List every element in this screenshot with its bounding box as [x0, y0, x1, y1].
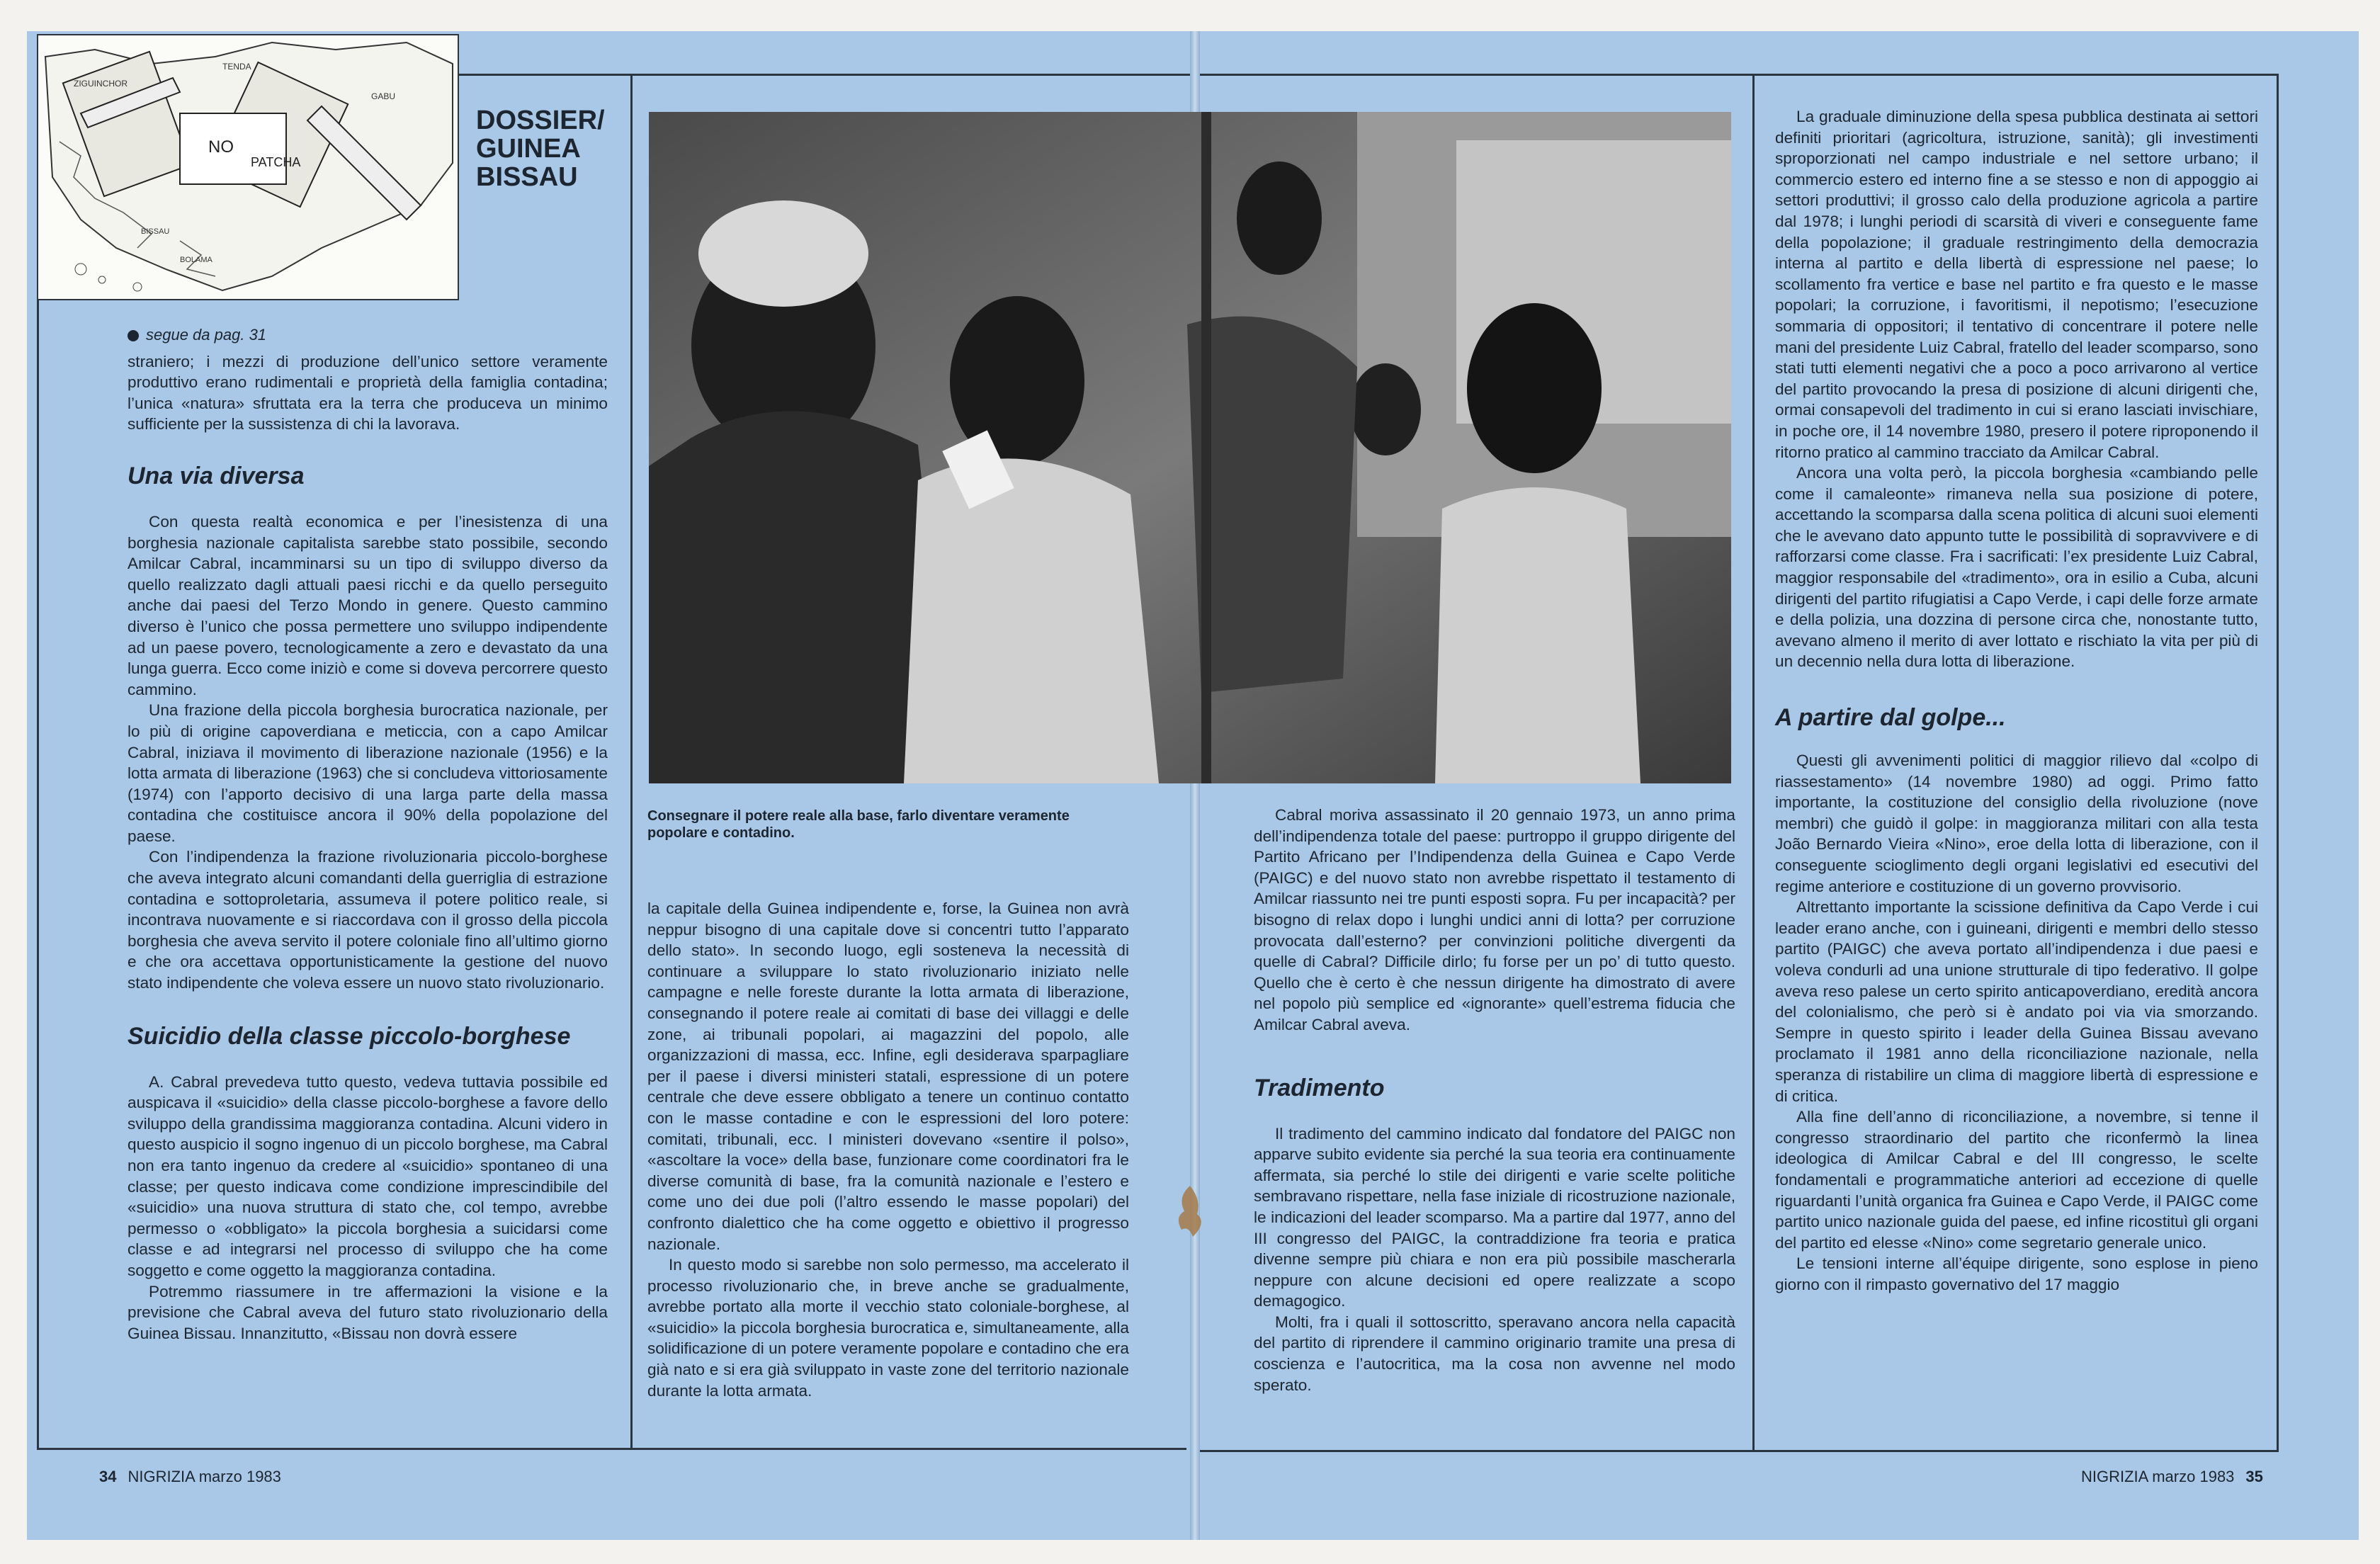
col4-para-2: Ancora una volta però, la piccola borghesia «cambiando pelle come il camaleonte» rimaneva nella sua posizione di potere, accettando la scomparsa dalla scena politica di alcuni suoi elementi che le avevano dato appunto tutte le possibilità di sopravvivere e di rafforzarsi come classe. Fra i sacrificati: l’ex presidente Luiz Cabral, maggior responsabile del «tradimento», ora in esilio a Cuba, alcuni dirigenti del partito rifugiatisi a Capo Verde, i capi delle forze armate e della polizia, una dozzina di persone circa che, nonostante tutto, avevano almeno il merito di aver lottato e rischiato la vita per più di un decennio nella dura lotta di liberazione. — [1775, 464, 2258, 671]
col1-para-1: Con questa realtà economica e per l’inesistenza di una borghesia nazionale capitalista sarebbe stato possibile, secondo Amilcar Cabral, incamminarsi su un tipo di sviluppo diverso da quello realizzato dagli attuali paesi ricchi e da quello perseguito anche dai paesi del Terzo Mondo in genere. Questo cammino diverso è l’unico che possa permettere uno sviluppo indipendente ad un paese povero, tecnologicamente a zero e devastato da una lunga guerra. Ecco come iniziò e come si doveva percorrere questo cammino. — [128, 512, 608, 698]
magazine-name-right: NIGRIZIA marzo 1983 — [2081, 1468, 2235, 1485]
title-line-3: BISSAU — [476, 162, 578, 192]
map-label-bolama: BOLAMA — [180, 256, 212, 264]
magazine-name-left: NIGRIZIA marzo 1983 — [128, 1468, 281, 1485]
footer-left — [99, 1468, 281, 1486]
col1-para-2: Una frazione della piccola borghesia burocratica nazionale, per lo più di origine capoverdiana e meticcia, con a capo Amilcar Cabral, iniziava il movimento di liberazione nazionale (1956) e la lotta armata di liberazione (1963) che si concludeva vittoriosamente (1974) con l’apporto decisivo di una larga parte della massa contadina che costituisce ancora il 90% della popolazione del paese. — [128, 701, 608, 845]
right-column-rule — [1752, 74, 1755, 1450]
map-sign-text-2: PATCHA — [251, 155, 301, 169]
guinea-map — [37, 34, 459, 300]
col4-para-3: Questi gli avvenimenti politici di maggior rilievo dal «colpo di riassestamento» (14 novembre 1980) ad oggi. Primo fatto importante, la costituzione del consiglio della rivoluzione (nove membri) che guidò il golpe: in maggioranza militari con alla testa João Bernardo Vieira «Nino», eroe della lotta di liberazione, con il conseguente scioglimento degli organi legislativi ed esecutivi del regime anteriore e costituzione di un governo provvisorio. — [1775, 752, 2258, 895]
map-drawing — [38, 35, 458, 299]
continued-from-label: segue da pag. 31 — [146, 326, 267, 344]
column-2 — [647, 898, 1129, 1401]
photo-image — [649, 112, 1731, 783]
col2-para-1: la capitale della Guinea indipendente e, forse, la Guinea non avrà neppur bisogno di una capitale dove si concentri tutto l’apparato dello stato». In secondo luogo, egli sosteneva la necessità di continuare a sviluppare lo stato rivoluzionario iniziato nelle campagne e nelle foreste durante la lotta armata di liberazione, consegnando il potere reale ai comitati di base dei villaggi e delle zone, ai tribunali popolari, ai magazzini del popolo, alle organizzazioni di massa, ecc. Infine, egli desiderava sparpagliare per il paese i diversi ministeri statali, espressione di un potere centrale che deve essere obbligato a tenere un continuo contatto con le masse contadine e con le espressioni del loro potere: comitati, tribunali, ecc. I ministeri dovevano «sentire il polso», «ascoltare la voce» della base, funzionare come coordinatori fra le diverse comunità di base, fra la comunità nazionale e l’estero e come uno dei due poli (l’altro essendo le masse popolari) del confronto dialettico che ha come oggetto e obiettivo il progresso nazionale. — [647, 900, 1129, 1253]
col3-para-3: Molti, fra i quali il sottoscritto, speravano ancora nella capacità del partito di riprendere il cammino originario tramite una presa di coscienza e l’autocritica, ma la cosa non avvenne nel modo sperato. — [1254, 1313, 1735, 1394]
map-label-ziguinchor: ZIGUINCHOR — [74, 79, 128, 89]
column-4 — [1775, 106, 2258, 1295]
heading-suicidio: Suicidio della classe piccolo-borghese — [128, 1022, 571, 1050]
title-line-1: DOSSIER/ — [476, 106, 605, 135]
col3-para-2: Il tradimento del cammino indicato dal fondatore del PAIGC non apparve subito evidente sia perché la sua teoria era continuamente affermata, sia perché lo stile dei dirigenti e varie scelte politiche sembravano rispettare, nella fase iniziale di ricostruzione nazionale, le indicazioni del leader scomparso. Ma a partire dal 1977, anno del III congresso del PAIGC, la contraddizione fra teoria e pratica divenne sempre più chiara e non era più possibile mascherarla neppure con alcune decisioni ed opere realizzate a scopo demagogico. — [1254, 1124, 1735, 1310]
col1-intro: straniero; i mezzi di produzione dell’unico settore veramente produttivo erano rudimentali e proprietà della famiglia contadina; l’unica «natura» sfruttata era la terra che produceva un minimo sufficiente per la sussistenza di chi la lavorava. — [128, 352, 608, 434]
footer-right — [2081, 1468, 2263, 1486]
page-number-right: 35 — [2245, 1468, 2263, 1485]
map-label-bissau: BISSAU — [141, 227, 170, 236]
section-title — [476, 106, 611, 191]
column-3 — [1254, 805, 1735, 1395]
left-column-rule — [630, 74, 633, 1450]
col4-para-1: La graduale diminuzione della spesa pubblica destinata ai settori definiti prioritari (agricoltura, istruzione, sanità); gli investimenti sproporzionati nel campo industriale e nel settore urbano; il commercio estero ed interno fine a se stesso e non di appoggio ai settori produttivi; il grosso calo della produzione agricola a partire dal 1978; i lunghi periodi di scarsità di viveri e conseguente fame della popolazione; il graduale restringimento della democrazia interna al partito e della libertà di espressione nel paese; lo scollamento fra vertice e base nel partito e fra questo e le masse popolari; la corruzione, i favoritismi, il nepotismo; l’esecuzione sommaria di oppositori; il tentativo di concentrare il potere nelle mani del presidente Luiz Cabral, fratello del leader scomparso, sono stati tutti elementi negativi che a poco a poco arrivarono al vertice del partito provocando la presa di posizione di alcuni dirigenti che, ormai consapevoli del tradimento in cui si erano lasciati invischiare, in poche ore, il 14 novembre 1980, presero il potere riproponendo il ritorno pratico al cammino tracciato da Amilcar Cabral. — [1775, 108, 2258, 461]
left-top-rule — [456, 74, 1190, 76]
page-number-left: 34 — [99, 1468, 117, 1485]
photo-caption: Consegnare il potere reale alla base, farlo diventare veramente popolare e contadino. — [647, 808, 1070, 841]
col3-para-1: Cabral moriva assassinato il 20 gennaio 1973, un anno prima dell’indipendenza totale del paese: purtroppo il gruppo dirigente del Partito Africano per l’Indipendenza della Guinea e Capo Verde (PAIGC) e del nuovo stato non avrebbe rispettato il testamento di Amilcar riassunto nei tre punti esposti sopra. Fu per incapacità? per bisogno di relax dopo i lunghi undici anni di lotta? per corruzione provocata dall’esterno? per convinzioni politiche divergenti da quelle di Cabral? Difficile dirlo; fu forse per un po’ di tutto questo. Quello che è certo è che nessun dirigente ha dimostrato di avere nel popolo più semplice ed «ignorante» quell’estrema fiducia che Amilcar Cabral aveva. — [1254, 806, 1735, 1033]
heading-tradimento: Tradimento — [1254, 1074, 1385, 1101]
col2-para-2: In questo modo si sarebbe non solo permesso, ma accelerato il processo rivoluzionario che, in breve anche se gradualmente, avrebbe portato alla morte il vecchio stato coloniale-borghese, al «suicidio» la piccola borghesia burocratica e, simultaneamente, alla solidificazione di un potere veramente popolare e contadino che era già nato e si era già sviluppato in vaste zone del territorio nazionale durante la lotta armata. — [647, 1256, 1129, 1400]
col4-para-5: Alla fine dell’anno di riconciliazione, a novembre, si tenne il congresso straordinario del partito che riconfermò la linea ideologica di Amilcar Cabral e del III congresso, le scelte fondamentali e programmatiche anteriori ad eccezione di quelle riguardanti l’unità organica fra Guinea e Capo Verde, il PAIGC come partito unico nazionale guida del paese, ed infine ricostituì gli organi del partito ed elesse «Nino» come segretario generale unico. — [1775, 1108, 2258, 1252]
col4-para-6: Le tensioni interne all’équipe dirigente, sono esplose in pieno giorno con il rimpasto governativo del 17 maggio — [1775, 1254, 2258, 1293]
title-line-2: GUINEA — [476, 134, 581, 164]
continued-note — [128, 324, 608, 346]
photo-people — [649, 112, 1731, 783]
column-1 — [128, 324, 608, 1344]
map-label-gabu: GABU — [371, 91, 396, 101]
map-sign-text-1: NO — [208, 137, 234, 157]
col1-para-4: A. Cabral prevedeva tutto questo, vedeva tuttavia possibile ed auspicava il «suicidio» della classe piccolo-borghese a favore dello sviluppo della grandissima maggioranza contadina. Alcuni videro in questo auspicio il sogno ingenuo di un piccolo borghese, ma Cabral non era tanto ingenuo da credere al «suicidio» spontaneo di una classe; per questo indicava come condizione imprescindibile del «suicidio» una nuova struttura di stato che, col tempo, avrebbe permesso o «obbligato» la piccola borghesia a suicidarsi come classe e ad integrarsi nel processo di sviluppo che ha come soggetto e come oggetto la maggioranza contadina. — [128, 1072, 608, 1279]
col4-para-4: Altrettanto importante la scissione definitiva da Capo Verde i cui leader erano anche, con i guineani, dirigenti e membri dello stesso partito (PAIGC) che aveva portato all’indipendenza i due paesi e voleva condurli ad una unione strutturale di tipo federativo. Il golpe aveva reso palese un certo spirito anticapoverdiano, eredità ancora del colonialismo, che però si è andato poi via via smorzando. Sempre in questo spirito i leader della Guinea Bissau avevano proclamato il 1981 anno della riconciliazione nazionale, nella speranza di ristabilire un clima di maggiore libertà di espressione e di critica. — [1775, 898, 2258, 1105]
col1-para-5: Potremmo riassumere in tre affermazioni la visione e la previsione che Cabral aveva del futuro stato rivoluzionario della Guinea Bissau. Innanzitutto, «Bissau non dovrà essere — [128, 1282, 608, 1342]
heading-a-partire-dal-golpe: A partire dal golpe... — [1775, 704, 2006, 732]
col1-para-3: Con l’indipendenza la frazione rivoluzionaria piccolo-borghese che aveva integrato alcuni comandanti della guerriglia di estrazione contadina e sottoproletaria, assumeva il potere politico reale, si incontrava nuovamente e si riaccordava con il grosso della piccola borghesia che aveva servito il potere coloniale fino all’ultimo giorno e che ora accettava opportunisticamente la gestione del nuovo stato indipendente che voleva essere un nuovo stato rivoluzionario. — [128, 848, 608, 992]
staple-stain — [1169, 1183, 1211, 1240]
heading-una-via-diversa: Una via diversa — [128, 462, 305, 489]
map-label-tenda: TENDA — [222, 62, 251, 72]
bullet-dot — [128, 330, 139, 341]
